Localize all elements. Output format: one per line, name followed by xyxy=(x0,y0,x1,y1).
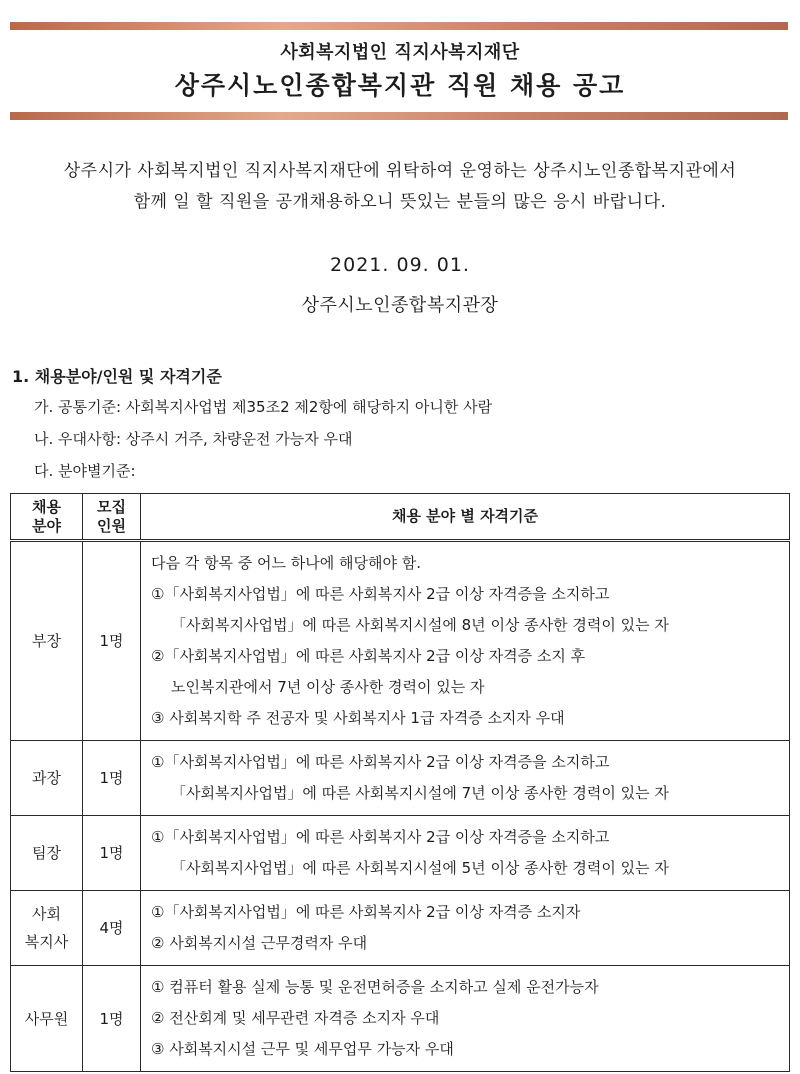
row-criteria xyxy=(141,816,790,891)
page-title: 상주시노인종합복지관 직원 채용 공고 xyxy=(174,71,626,100)
header-rule-bottom xyxy=(10,112,788,120)
table-row-manager xyxy=(11,541,790,741)
criteria-line: 「사회복지사업법」에 따른 사회복지시설에 8년 이상 종사한 경력이 있는 자 xyxy=(171,616,669,634)
section-1-title: 1. 채용분야/인원 및 자격기준 xyxy=(12,367,222,386)
row-field xyxy=(11,891,83,966)
header-count-line-2: 인원 xyxy=(97,516,126,535)
row-field: 과장 xyxy=(11,741,83,816)
row-criteria xyxy=(141,966,790,1072)
row-field-line-1: 사회 xyxy=(32,905,61,923)
table-row-team-leader xyxy=(11,816,790,891)
criteria-line: ② 사회복지시설 근무경력자 우대 xyxy=(151,934,368,952)
criteria-line: ③ 사회복지학 주 전공자 및 사회복지사 1급 자격증 소지자 우대 xyxy=(151,709,565,727)
criteria-line: 「사회복지사업법」에 따른 사회복지시설에 7년 이상 종사한 경력이 있는 자 xyxy=(171,784,669,802)
header-rule-top xyxy=(10,22,788,30)
row-field-line-2: 복지사 xyxy=(24,933,69,951)
intro-line-1: 상주시가 사회복지법인 직지사복지재단에 위탁하여 운영하는 상주시노인종합복지관에서 xyxy=(63,161,737,181)
criteria-line: ①「사회복지사업법」에 따른 사회복지사 2급 이상 자격증 소지자 xyxy=(151,903,581,921)
criteria-table xyxy=(10,493,790,1072)
header-field-line-1: 채용 xyxy=(32,497,61,516)
row-criteria xyxy=(141,741,790,816)
table-header-row xyxy=(11,494,790,541)
table-row-social-worker xyxy=(11,891,790,966)
row-count: 1명 xyxy=(83,816,141,891)
organization-name: 사회복지법인 직지사복지재단 xyxy=(280,42,520,63)
row-criteria xyxy=(141,541,790,741)
row-field: 사무원 xyxy=(11,966,83,1072)
table-row-clerk xyxy=(11,966,790,1072)
intro-paragraph xyxy=(0,156,800,218)
criteria-line: ①「사회복지사업법」에 따른 사회복지사 2급 이상 자격증을 소지하고 xyxy=(151,828,610,846)
header-field xyxy=(11,494,83,541)
row-criteria xyxy=(141,891,790,966)
row-field: 부장 xyxy=(11,541,83,741)
row-field: 팀장 xyxy=(11,816,83,891)
common-criteria: 가. 공통기준: 사회복지사업법 제35조2 제2항에 해당하지 아니한 사람 xyxy=(34,398,493,416)
criteria-line: ③ 사회복지시설 근무 및 세무업무 가능자 우대 xyxy=(151,1040,454,1058)
issuer: 상주시노인종합복지관장 xyxy=(301,295,499,316)
table-row-section-chief xyxy=(11,741,790,816)
criteria-line: ② 전산회계 및 세무관련 자격증 소지자 우대 xyxy=(151,1009,440,1027)
row-count: 4명 xyxy=(83,891,141,966)
criteria-line: 다음 각 항목 중 어느 하나에 해당해야 함. xyxy=(151,554,421,572)
row-count: 1명 xyxy=(83,541,141,741)
header-count-line-1: 모집 xyxy=(97,497,126,516)
criteria-line: ②「사회복지사업법」에 따른 사회복지사 2급 이상 자격증 소지 후 xyxy=(151,647,586,665)
field-criteria-label: 다. 분야별기준: xyxy=(34,462,136,480)
criteria-line: ①「사회복지사업법」에 따른 사회복지사 2급 이상 자격증을 소지하고 xyxy=(151,753,610,771)
preference-criteria: 나. 우대사항: 상주시 거주, 차량운전 가능자 우대 xyxy=(34,430,353,448)
row-count: 1명 xyxy=(83,966,141,1072)
row-count: 1명 xyxy=(83,741,141,816)
criteria-line: ①「사회복지사업법」에 따른 사회복지사 2급 이상 자격증을 소지하고 xyxy=(151,585,610,603)
header-field-line-2: 분야 xyxy=(32,516,61,535)
criteria-line: 노인복지관에서 7년 이상 종사한 경력이 있는 자 xyxy=(171,678,485,696)
criteria-line: ① 컴퓨터 활용 실제 능통 및 운전면허증을 소지하고 실제 운전가능자 xyxy=(151,978,599,996)
criteria-line: 「사회복지사업법」에 따른 사회복지시설에 5년 이상 종사한 경력이 있는 자 xyxy=(171,859,669,877)
header-count xyxy=(83,494,141,541)
header-criteria: 채용 분야 별 자격기준 xyxy=(141,494,790,541)
announcement-date: 2021. 09. 01. xyxy=(330,254,470,276)
intro-line-2: 함께 일 할 직원을 공개채용하오니 뜻있는 분들의 많은 응시 바랍니다. xyxy=(133,192,667,212)
